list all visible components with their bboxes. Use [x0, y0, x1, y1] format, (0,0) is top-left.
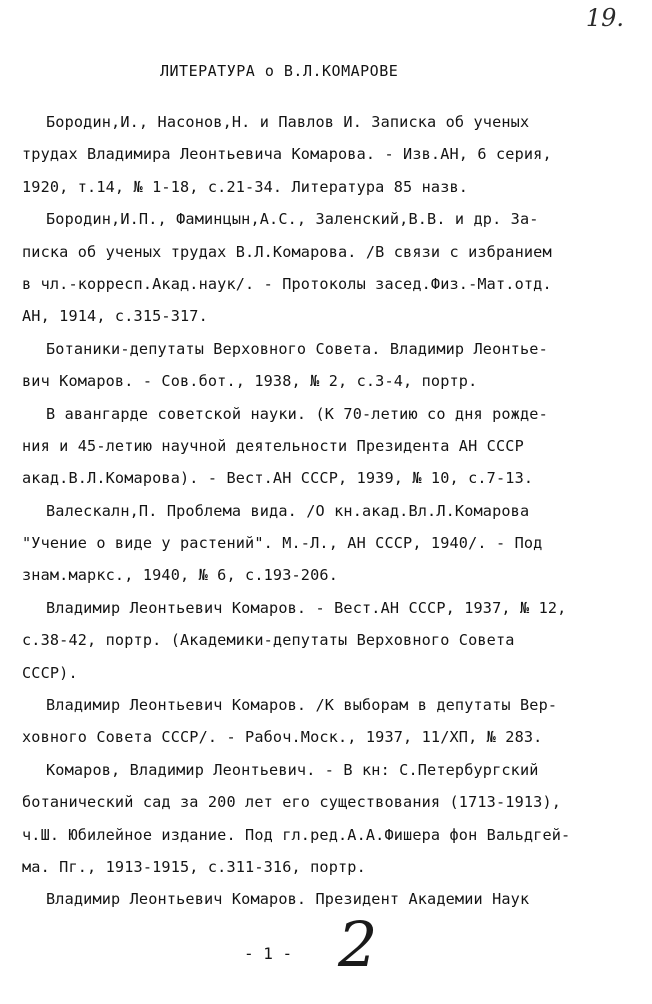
entry-line: В авангарде советской науки. (К 70-летию со дня рожде-: [46, 404, 548, 423]
entry-line: "Учение о виде у растений". М.-Л., АН СССР, 1940/. - Под: [22, 534, 543, 553]
entry-line: Владимир Леонтьевич Комаров. - Вест.АН СССР, 1937, № 12,: [46, 598, 567, 617]
bibliography-entry: [22, 106, 636, 203]
bibliography-entry: [22, 754, 636, 884]
entry-line: с.38-42, портр. (Академики-депутаты Верховного Совета: [22, 631, 515, 650]
entry-line: знам.маркс., 1940, № 6, с.193-206.: [22, 566, 338, 585]
bibliography-entry: [22, 689, 636, 754]
bibliography-entry: [22, 592, 636, 689]
bibliography-entry: [22, 398, 636, 495]
page-number: - 1 -: [244, 944, 293, 963]
entry-line: Валескалн,П. Проблема вида. /О кн.акад.Вл.Л.Комарова: [46, 501, 530, 520]
handwritten-page-number: 2: [338, 908, 378, 981]
entry-line: ния и 45-летию научной деятельности Президента АН СССР: [22, 436, 524, 455]
entry-line: Бородин,И.П., Фаминцын,А.С., Заленский,В.В. и др. За-: [46, 210, 539, 229]
entry-line: вич Комаров. - Сов.бот., 1938, № 2, с.3-4, портр.: [22, 372, 478, 391]
entry-line: СССР).: [22, 663, 78, 682]
entry-line: ховного Совета СССР/. - Рабоч.Моск., 1937, 11/ХП, № 283.: [22, 728, 543, 747]
entry-line: акад.В.Л.Комарова). - Вест.АН СССР, 1939, № 10, с.7-13.: [22, 469, 534, 488]
bibliography-entry: [22, 333, 636, 398]
entry-line: Владимир Леонтьевич Комаров. /К выборам в депутаты Вер-: [46, 696, 558, 715]
entry-line: АН, 1914, с.315-317.: [22, 307, 208, 326]
bibliography-entry: [22, 203, 636, 333]
entry-line: трудах Владимира Леонтьевича Комарова. - Изв.АН, 6 серия,: [22, 145, 552, 164]
document-title: ЛИТЕРАТУРА о В.Л.КОМАРОВЕ: [160, 62, 399, 80]
corner-page-number: 19.: [585, 4, 624, 32]
entry-line: в чл.-корресп.Акад.наук/. - Протоколы засед.Физ.-Мат.отд.: [22, 274, 552, 293]
bibliography-list: [22, 106, 636, 916]
bibliography-entry: [22, 495, 636, 592]
entry-line: Владимир Леонтьевич Комаров. Президент Академии Наук: [46, 890, 530, 909]
entry-line: ч.Ш. Юбилейное издание. Под гл.ред.А.А.Фишера фон Вальдгей-: [22, 825, 571, 844]
entry-line: Комаров, Владимир Леонтьевич. - В кн: С.Петербургский: [46, 760, 539, 779]
entry-line: писка об ученых трудах В.Л.Комарова. /В связи с избранием: [22, 242, 552, 261]
entry-line: ботанический сад за 200 лет его существования (1713-1913),: [22, 793, 562, 812]
bibliography-entry: [22, 883, 636, 915]
entry-line: Бородин,И., Насонов,Н. и Павлов И. Записка об ученых: [46, 113, 530, 131]
entry-line: 1920, т.14, № 1-18, с.21-34. Литература 85 назв.: [22, 177, 469, 196]
entry-line: ма. Пг., 1913-1915, с.311-316, портр.: [22, 857, 366, 876]
entry-line: Ботаники-депутаты Верховного Совета. Владимир Леонтье-: [46, 339, 548, 358]
